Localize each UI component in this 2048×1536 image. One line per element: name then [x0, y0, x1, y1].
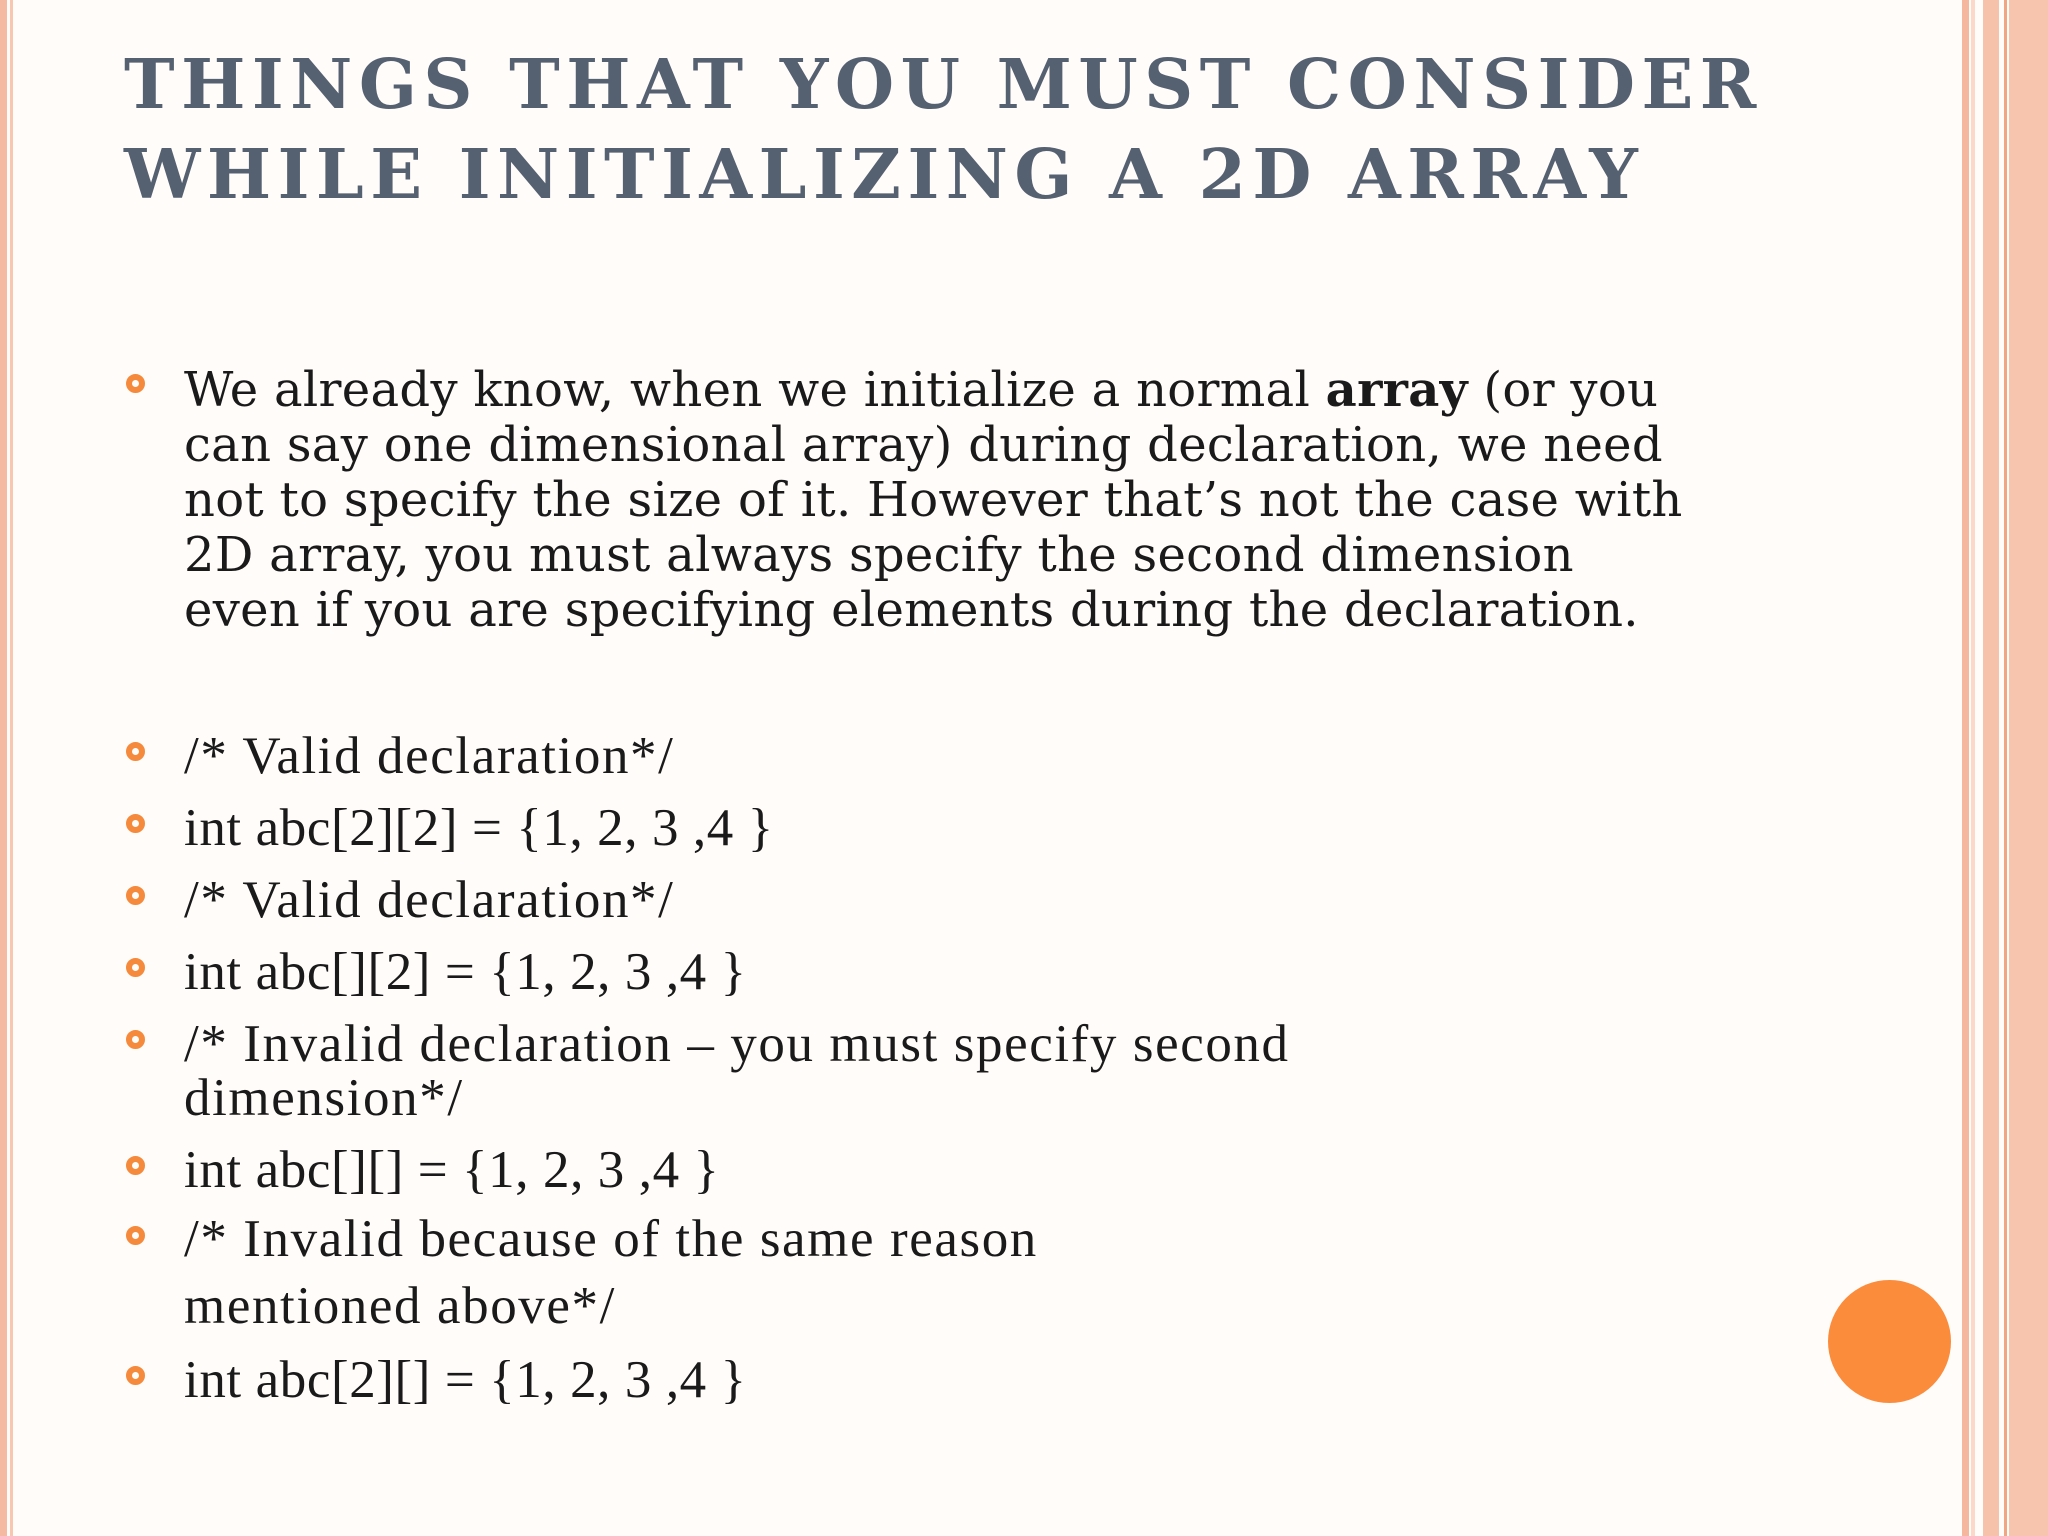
- right-border-stripe: [1962, 0, 1969, 1536]
- slide-title: THINGS THAT YOU MUST CONSIDER WHILE INITIALIZING A 2D ARRAY: [124, 45, 1763, 215]
- orange-ring-icon: [126, 1156, 145, 1175]
- code-line: int abc[2][2] = {1, 2, 3 ,4 }: [184, 799, 774, 857]
- bold-array-word: array: [1325, 362, 1468, 418]
- list-item: [124, 873, 1684, 927]
- orange-ring-icon: [126, 886, 145, 905]
- comment-valid-declaration: /* Valid declaration*/: [184, 727, 675, 785]
- list-item: [124, 801, 1684, 855]
- list-item: [124, 945, 1684, 999]
- right-border-stripe: [2009, 0, 2048, 1536]
- left-border-stripe: [0, 0, 7, 1536]
- code-line: int abc[][] = {1, 2, 3 ,4 }: [184, 1141, 720, 1199]
- left-border-stripe-inner: [10, 0, 13, 1536]
- list-item: [124, 1017, 1484, 1125]
- orange-ring-icon: [126, 1366, 145, 1385]
- list-item: [124, 729, 1684, 783]
- orange-circle-icon: [1828, 1280, 1951, 1403]
- orange-ring-icon: [126, 374, 145, 393]
- list-item: [124, 1206, 1224, 1340]
- orange-ring-icon: [126, 814, 145, 833]
- code-line: int abc[2][] = {1, 2, 3 ,4 }: [184, 1351, 747, 1409]
- code-line: int abc[][2] = {1, 2, 3 ,4 }: [184, 943, 747, 1001]
- comment-valid-declaration: /* Valid declaration*/: [184, 871, 675, 929]
- right-border-stripe: [1983, 0, 1999, 1536]
- orange-ring-icon: [126, 1226, 145, 1245]
- intro-paragraph-bullet: [124, 363, 1684, 638]
- orange-ring-icon: [126, 1030, 145, 1049]
- list-item: [124, 1353, 1684, 1407]
- list-item: [124, 1143, 1684, 1197]
- comment-invalid-reason: /* Invalid because of the same reason mentioned above*/: [184, 1210, 1038, 1335]
- comment-invalid-declaration: /* Invalid declaration – you must specify second dimension*/: [184, 1015, 1290, 1127]
- intro-paragraph: We already know, when we initialize a normal array (or you can say one dimensional array) during declaration, we need not to specify the size of it. However that’s not the case with 2D array, you must always specify the second dimension even if you are specifying elements during the declaration.: [184, 362, 1683, 638]
- orange-ring-icon: [126, 958, 145, 977]
- orange-ring-icon: [126, 742, 145, 761]
- right-border-stripe: [1971, 0, 1975, 1536]
- right-border-stripe: [2004, 0, 2007, 1536]
